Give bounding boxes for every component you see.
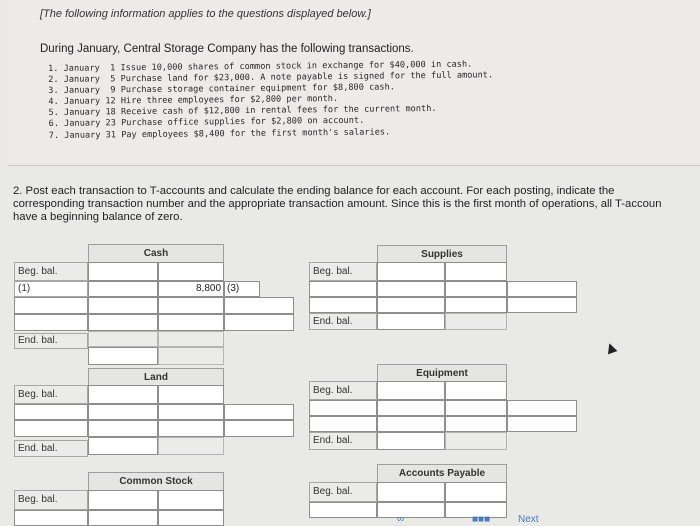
equipment-debit-input[interactable] [377,416,445,432]
link-icon[interactable]: ∞ [397,514,405,525]
cash-credit-ref: (3) [227,283,240,294]
mouse-pointer-icon [605,342,618,355]
common-stock-account-title: Common Stock [88,472,224,492]
intro-note: [The following information applies to the questions displayed below.] [40,8,371,20]
supplies-account-title: Supplies [377,245,507,265]
equipment-end-label: End. bal. [309,432,377,450]
transaction-item: 2. January 5 Purchase land for $23,000. A note payable is signed for the full amount. [48,70,494,86]
land-blank-cell [158,437,224,455]
equipment-debit-input[interactable] [377,400,445,416]
accounts-payable-account-title: Accounts Payable [377,464,507,484]
cash-debit-beg-input[interactable] [88,262,158,281]
problem-description: During January, Central Storage Company has the following transactions. [40,43,414,55]
land-credit-input[interactable] [158,404,224,420]
supplies-credit-input[interactable] [445,262,507,281]
cash-credit-ref-input[interactable] [224,314,294,331]
equipment-credit-input[interactable] [445,400,507,416]
supplies-credit-input[interactable] [445,297,507,313]
question-line: corresponding transaction number and the appropriate transaction amount. Since this is the first month of operations, all T-accoun [13,198,662,210]
cash-credit-input[interactable] [158,314,224,331]
equipment-debit-beg-input[interactable] [377,381,445,400]
equipment-credit-ref-input[interactable] [507,416,577,432]
accounts-payable-debit-input[interactable] [377,502,445,518]
supplies-end-label: End. bal. [309,313,377,330]
cash-beg-label: Beg. bal. [14,262,88,281]
grid-icon[interactable]: ■■■ [472,514,491,525]
cash-row1-ref-input[interactable]: (1) [14,281,88,297]
supplies-debit-input[interactable] [377,297,445,313]
cash-blank-cell [88,331,158,347]
common-stock-credit-input[interactable] [158,510,224,526]
land-debit-beg-input[interactable] [88,385,158,404]
supplies-ref-input[interactable] [309,297,377,313]
equipment-credit-input[interactable] [445,416,507,432]
equipment-credit-ref-input[interactable] [507,400,577,416]
supplies-beg-label: Beg. bal. [309,262,377,281]
transaction-item: 5. January 18 Receive cash of $12,800 in rental fees for the current month. [48,104,437,119]
next-button[interactable]: Next [518,514,539,525]
cash-credit-ref-input[interactable] [224,297,294,314]
equipment-beg-label: Beg. bal. [309,381,377,400]
transaction-item: 3. January 9 Purchase storage container equipment for $8,800 cash. [48,82,395,97]
common-stock-ref-input[interactable] [14,510,88,526]
supplies-end-balance-input[interactable] [377,313,445,330]
cash-ref-input[interactable] [14,314,88,331]
equipment-ref-input[interactable] [309,416,377,432]
equipment-account-title: Equipment [377,364,507,384]
accounts-payable-beg-label: Beg. bal. [309,482,377,502]
land-beg-label: Beg. bal. [14,385,88,404]
supplies-debit-beg-input[interactable] [377,262,445,281]
cash-debit-input[interactable] [88,281,158,297]
land-ref-input[interactable] [14,420,88,437]
supplies-credit-ref-input[interactable] [507,297,577,313]
accounts-payable-debit-input[interactable] [377,482,445,502]
transaction-item: 6. January 23 Purchase office supplies for $2,800 on account. [48,116,365,130]
supplies-credit-input[interactable] [445,281,507,297]
land-end-balance-input[interactable] [88,437,158,455]
transaction-item: 4. January 12 Hire three employees for $2,800 per month. [48,94,339,108]
common-stock-beg-label: Beg. bal. [14,490,88,510]
cash-credit-input[interactable] [158,297,224,314]
cash-debit-input[interactable] [88,297,158,314]
transaction-item: 1. January 1 Issue 10,000 shares of common stock in exchange for $40,000 in cash. [48,59,473,74]
land-credit-ref-input[interactable] [224,420,294,437]
land-account-title: Land [88,368,224,388]
cash-account-title: Cash [88,244,224,264]
cash-ref-input[interactable] [14,297,88,314]
common-stock-debit-input[interactable] [88,490,158,510]
land-debit-input[interactable] [88,404,158,420]
land-credit-input[interactable] [158,420,224,437]
question-line: 2. Post each transaction to T-accounts and calculate the ending balance for each account. For each posting, indicate the [13,185,615,197]
equipment-ref-input[interactable] [309,400,377,416]
equipment-end-balance-input[interactable] [377,432,445,450]
accounts-payable-ref-input[interactable] [309,502,377,518]
equipment-credit-input[interactable] [445,381,507,400]
land-ref-input[interactable] [14,404,88,420]
cash-blank-cell [158,331,224,347]
cash-credit-amount: 8,800 [196,283,222,294]
supplies-credit-ref-input[interactable] [507,281,577,297]
cash-debit-input[interactable] [88,314,158,331]
question-line: have a beginning balance of zero. [13,211,183,223]
common-stock-debit-input[interactable] [88,510,158,526]
supplies-debit-input[interactable] [377,281,445,297]
cash-end-balance-input[interactable] [88,347,158,365]
equipment-blank-cell [445,432,507,450]
cash-credit-input[interactable] [158,262,224,281]
land-credit-input[interactable] [158,385,224,404]
land-end-label: End. bal. [14,440,88,457]
common-stock-credit-beg-input[interactable] [158,490,224,510]
land-credit-ref-input[interactable] [224,404,294,420]
transaction-item: 7. January 31 Pay employees $8,400 for the first month's salaries. [48,126,391,141]
cash-end-label: End. bal. [14,333,88,349]
land-debit-input[interactable] [88,420,158,437]
question-text [13,185,700,224]
accounts-payable-credit-beg-input[interactable] [445,482,507,502]
supplies-ref-input[interactable] [309,281,377,297]
transaction-list [48,59,494,141]
supplies-blank-cell [445,313,507,330]
cash-blank-cell [158,347,224,365]
